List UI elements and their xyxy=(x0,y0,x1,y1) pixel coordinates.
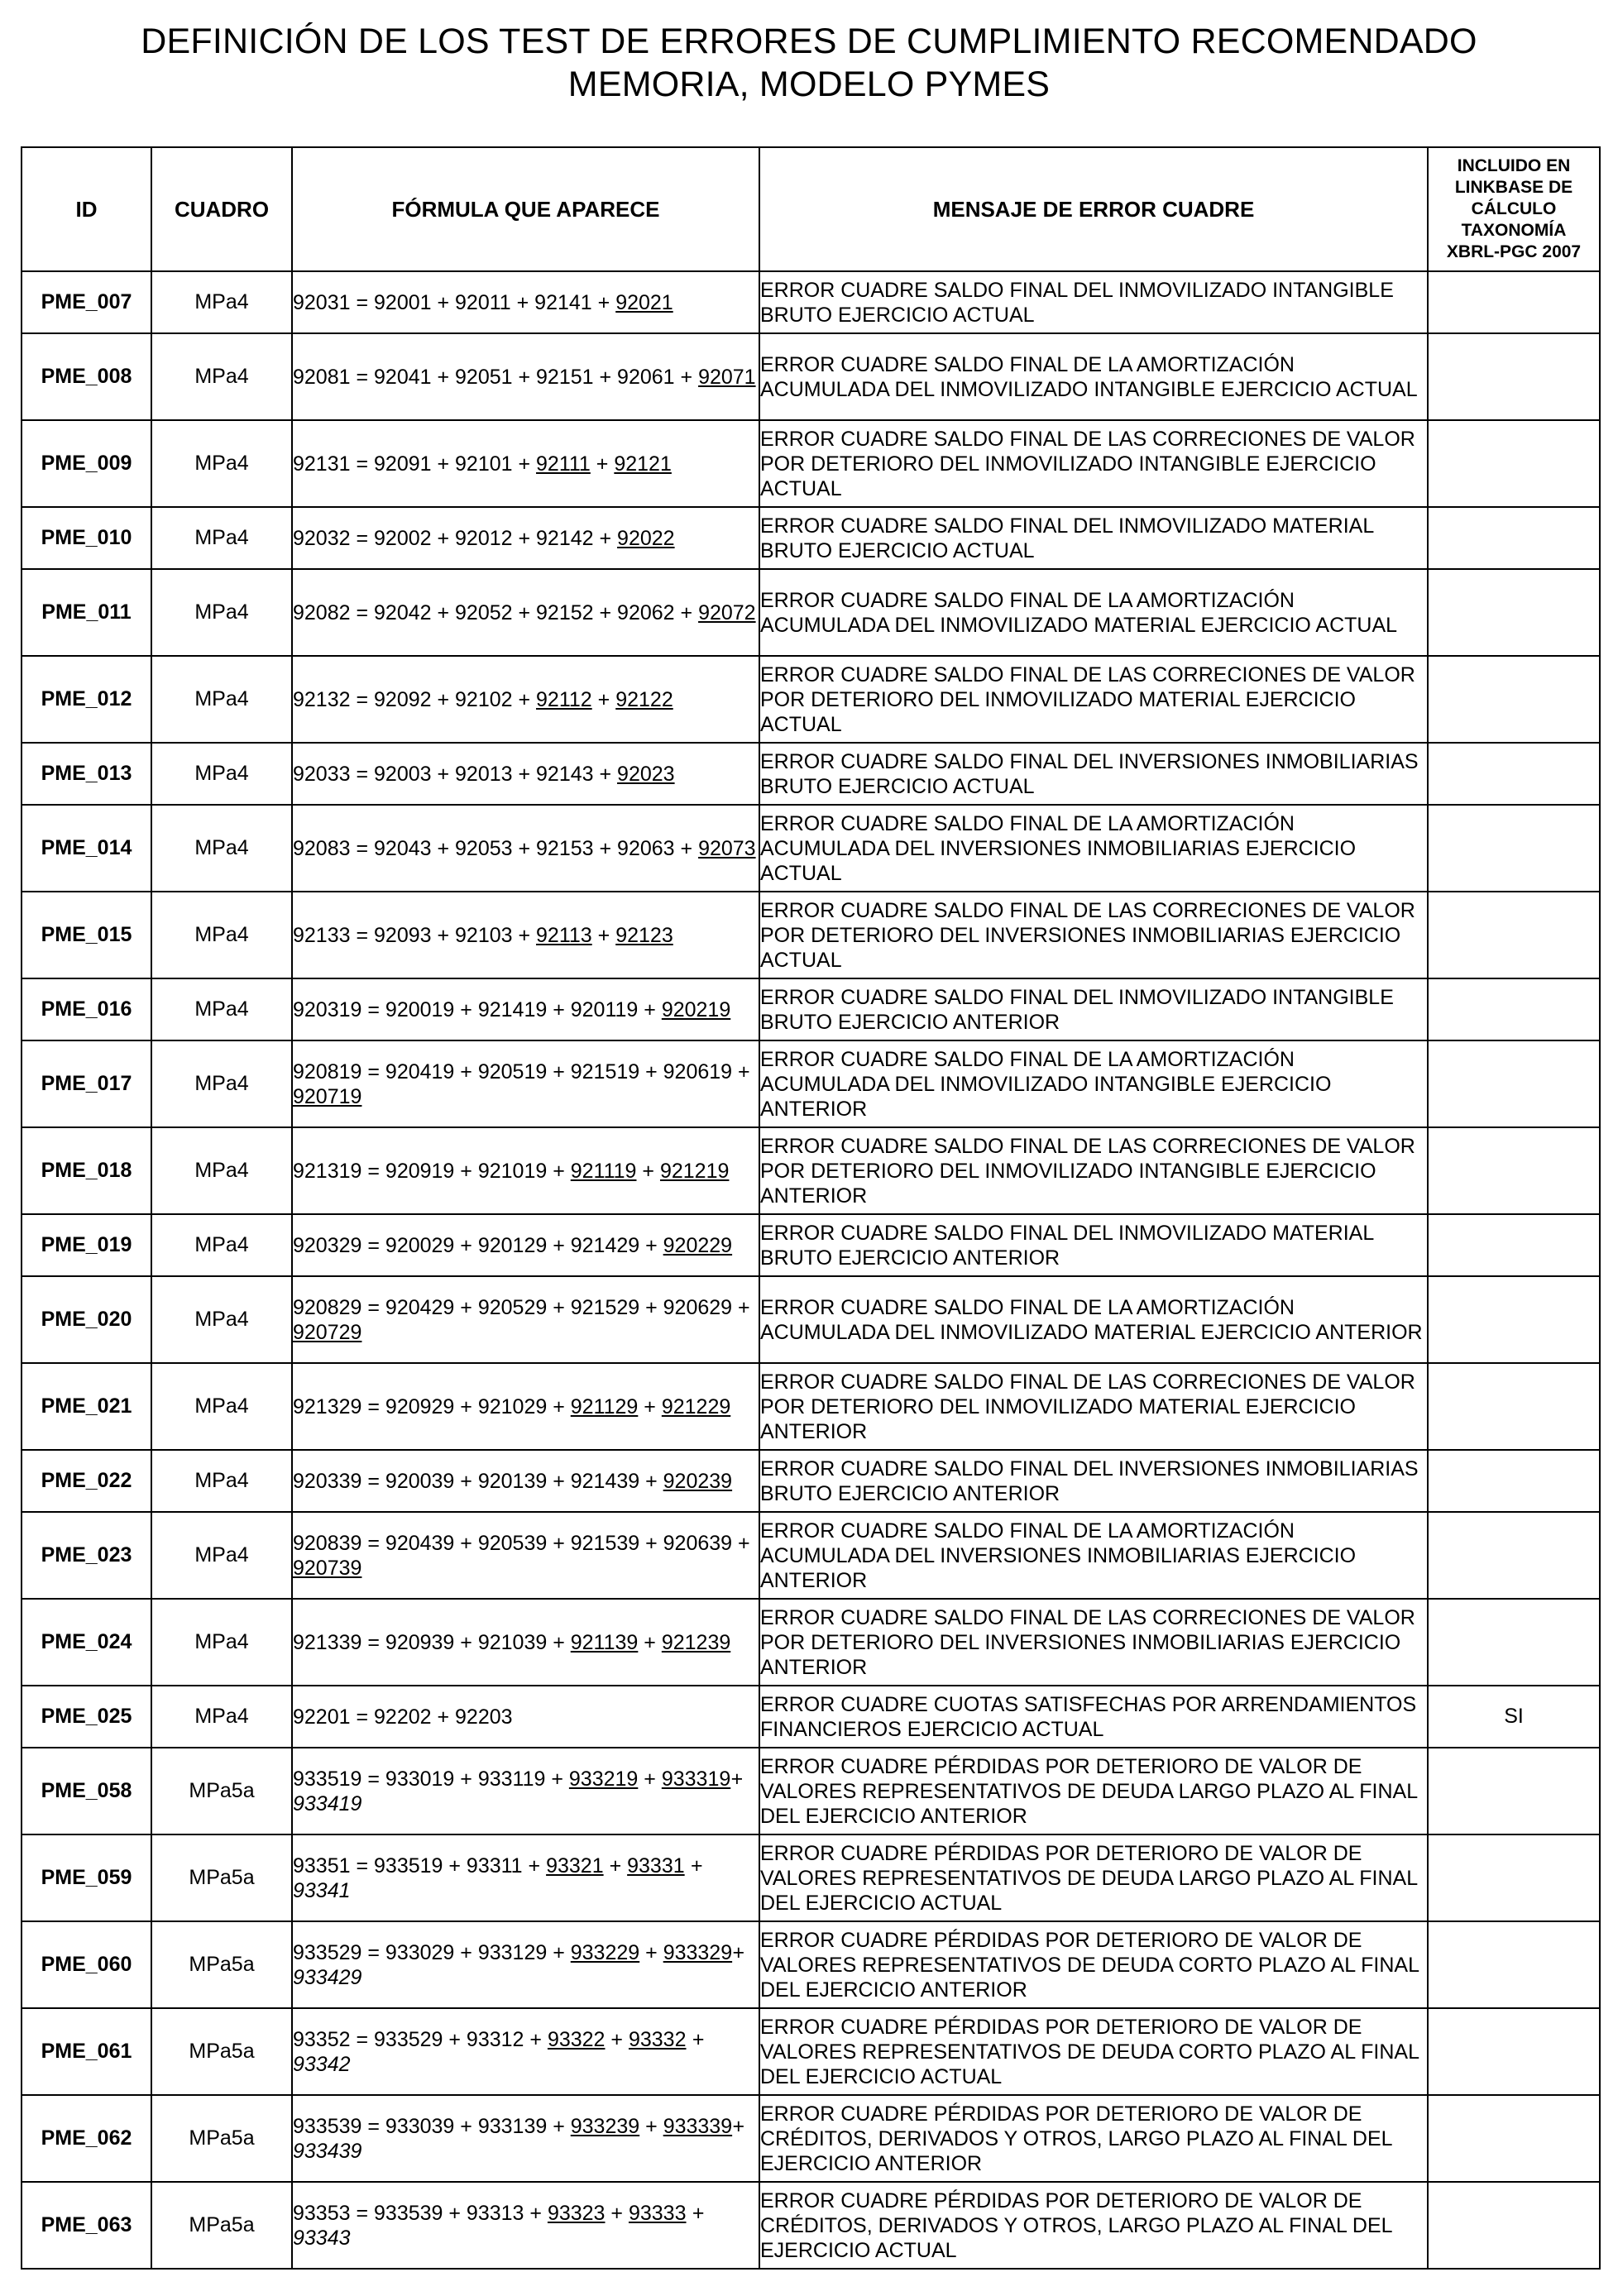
row-cuadro: MPa5a xyxy=(151,2182,292,2269)
row-cuadro: MPa4 xyxy=(151,1127,292,1214)
row-mensaje: ERROR CUADRE SALDO FINAL DEL INMOVILIZADO MATERIAL BRUTO EJERCICIO ANTERIOR xyxy=(759,1214,1428,1276)
row-id: PME_010 xyxy=(22,507,151,569)
table-row xyxy=(22,892,1600,978)
formula-part: + xyxy=(603,1854,628,1877)
header-cuadro: CUADRO xyxy=(151,147,292,271)
formula-part: 920829 = 920429 + 920529 + 921529 + 920629 + xyxy=(293,1295,750,1319)
row-formula xyxy=(292,569,759,656)
formula-part: + xyxy=(638,1767,662,1791)
row-mensaje: ERROR CUADRE PÉRDIDAS POR DETERIORO DE VALOR DE VALORES REPRESENTATIVOS DE DEUDA LARGO PLAZO AL FINAL DEL EJERCICIO ACTUAL xyxy=(759,1834,1428,1921)
row-mensaje: ERROR CUADRE PÉRDIDAS POR DETERIORO DE VALOR DE CRÉDITOS, DERIVADOS Y OTROS, LARGO PLAZO AL FINAL DEL EJERCICIO ACTUAL xyxy=(759,2182,1428,2269)
page-title-line-2: MEMORIA, MODELO PYMES xyxy=(567,65,1051,104)
formula-part: 92131 = 92091 + 92101 + xyxy=(293,452,537,476)
row-id: PME_021 xyxy=(22,1363,151,1450)
formula-underlined-term: 933219 xyxy=(568,1767,639,1791)
row-id: PME_023 xyxy=(22,1512,151,1599)
formula-underlined-term: 93323 xyxy=(547,2201,606,2225)
row-incluido xyxy=(1428,2008,1600,2095)
formula-underlined-term: 920219 xyxy=(661,997,731,1021)
formula-part: 92032 = 92002 + 92012 + 92142 + xyxy=(293,526,618,550)
row-mensaje: ERROR CUADRE SALDO FINAL DE LA AMORTIZACIÓN ACUMULADA DEL INMOVILIZADO INTANGIBLE EJERCICIO ANTERIOR xyxy=(759,1040,1428,1127)
formula-underlined-term: 92123 xyxy=(615,923,673,947)
formula-part: 921319 = 920919 + 921019 + xyxy=(293,1159,571,1183)
row-formula xyxy=(292,507,759,569)
header-formula: FÓRMULA QUE APARECE xyxy=(292,147,759,271)
formula-italic-term: + 933419 xyxy=(293,1767,743,1815)
row-mensaje: ERROR CUADRE SALDO FINAL DE LA AMORTIZACIÓN ACUMULADA DEL INVERSIONES INMOBILIARIAS EJERCICIO ANTERIOR xyxy=(759,1512,1428,1599)
formula-part: 920329 = 920029 + 920129 + 921429 + xyxy=(293,1233,663,1257)
row-incluido xyxy=(1428,1512,1600,1599)
table-row xyxy=(22,1040,1600,1127)
formula-part: 92033 = 92003 + 92013 + 92143 + xyxy=(293,762,618,786)
row-mensaje: ERROR CUADRE SALDO FINAL DEL INVERSIONES INMOBILIARIAS BRUTO EJERCICIO ACTUAL xyxy=(759,743,1428,805)
formula-underlined-term: 933339 xyxy=(663,2114,733,2138)
table-body xyxy=(22,271,1600,2269)
table-row xyxy=(22,420,1600,507)
table-row xyxy=(22,1921,1600,2008)
row-incluido xyxy=(1428,333,1600,420)
row-id: PME_020 xyxy=(22,1276,151,1363)
formula-underlined-term: 92112 xyxy=(536,687,592,711)
formula-underlined-term: 93332 xyxy=(628,2027,687,2051)
row-cuadro: MPa4 xyxy=(151,978,292,1040)
row-id: PME_061 xyxy=(22,2008,151,2095)
header-mensaje: MENSAJE DE ERROR CUADRE xyxy=(759,147,1428,271)
row-id: PME_022 xyxy=(22,1450,151,1512)
formula-underlined-term: 933239 xyxy=(570,2114,640,2138)
table-row xyxy=(22,656,1600,743)
row-id: PME_008 xyxy=(22,333,151,420)
formula-part: 920839 = 920439 + 920539 + 921539 + 920639 + xyxy=(293,1531,750,1555)
row-formula xyxy=(292,420,759,507)
formula-underlined-term: 921239 xyxy=(661,1630,731,1654)
table-row xyxy=(22,1276,1600,1363)
formula-part: 921339 = 920939 + 921039 + xyxy=(293,1630,571,1654)
row-formula xyxy=(292,1834,759,1921)
row-incluido: SI xyxy=(1428,1686,1600,1748)
row-formula xyxy=(292,2095,759,2182)
formula-italic-term: + 93343 xyxy=(293,2201,705,2250)
formula-part: 93351 = 933519 + 93311 + xyxy=(293,1854,547,1877)
row-incluido xyxy=(1428,1450,1600,1512)
row-cuadro: MPa4 xyxy=(151,507,292,569)
row-mensaje: ERROR CUADRE SALDO FINAL DE LA AMORTIZACIÓN ACUMULADA DEL INMOVILIZADO MATERIAL EJERCICIO ACTUAL xyxy=(759,569,1428,656)
formula-underlined-term: 93331 xyxy=(627,1854,685,1877)
row-formula xyxy=(292,1450,759,1512)
row-mensaje: ERROR CUADRE SALDO FINAL DEL INVERSIONES INMOBILIARIAS BRUTO EJERCICIO ANTERIOR xyxy=(759,1450,1428,1512)
formula-italic-term: + 933439 xyxy=(293,2114,744,2163)
formula-underlined-term: 92072 xyxy=(698,600,756,624)
row-id: PME_017 xyxy=(22,1040,151,1127)
table-row xyxy=(22,1748,1600,1834)
formula-part: + xyxy=(636,1159,660,1183)
row-id: PME_018 xyxy=(22,1127,151,1214)
row-id: PME_063 xyxy=(22,2182,151,2269)
row-incluido xyxy=(1428,805,1600,892)
formula-underlined-term: 933229 xyxy=(570,1940,640,1964)
formula-part: 93353 = 933539 + 93313 + xyxy=(293,2201,548,2225)
error-tests-table xyxy=(21,146,1601,2270)
row-id: PME_062 xyxy=(22,2095,151,2182)
table-row xyxy=(22,1686,1600,1748)
row-cuadro: MPa5a xyxy=(151,2095,292,2182)
table-row xyxy=(22,1834,1600,1921)
formula-underlined-term: 920239 xyxy=(663,1469,733,1493)
page-title-line-1: DEFINICIÓN DE LOS TEST DE ERRORES DE CUMPLIMIENTO RECOMENDADO xyxy=(141,22,1477,61)
row-mensaje: ERROR CUADRE SALDO FINAL DEL INMOVILIZADO INTANGIBLE BRUTO EJERCICIO ANTERIOR xyxy=(759,978,1428,1040)
row-incluido xyxy=(1428,507,1600,569)
row-cuadro: MPa4 xyxy=(151,1276,292,1363)
row-formula xyxy=(292,805,759,892)
formula-part: + xyxy=(591,923,616,947)
row-mensaje: ERROR CUADRE PÉRDIDAS POR DETERIORO DE VALOR DE VALORES REPRESENTATIVOS DE DEUDA LARGO PLAZO AL FINAL DEL EJERCICIO ANTERIOR xyxy=(759,1748,1428,1834)
formula-underlined-term: 92122 xyxy=(615,687,673,711)
row-cuadro: MPa4 xyxy=(151,1450,292,1512)
table-row xyxy=(22,743,1600,805)
row-formula xyxy=(292,1127,759,1214)
row-id: PME_015 xyxy=(22,892,151,978)
row-formula xyxy=(292,656,759,743)
table-row xyxy=(22,2095,1600,2182)
row-cuadro: MPa5a xyxy=(151,2008,292,2095)
row-cuadro: MPa4 xyxy=(151,1599,292,1686)
formula-underlined-term: 92022 xyxy=(617,526,675,550)
formula-underlined-term: 92073 xyxy=(698,836,756,860)
formula-part: + xyxy=(639,1940,663,1964)
row-incluido xyxy=(1428,1363,1600,1450)
formula-underlined-term: 920719 xyxy=(293,1084,362,1108)
row-cuadro: MPa4 xyxy=(151,569,292,656)
formula-underlined-term: 93322 xyxy=(547,2027,606,2051)
row-incluido xyxy=(1428,1276,1600,1363)
row-mensaje: ERROR CUADRE CUOTAS SATISFECHAS POR ARRENDAMIENTOS FINANCIEROS EJERCICIO ACTUAL xyxy=(759,1686,1428,1748)
formula-underlined-term: 92121 xyxy=(614,452,672,476)
row-id: PME_011 xyxy=(22,569,151,656)
row-incluido xyxy=(1428,1599,1600,1686)
row-mensaje: ERROR CUADRE SALDO FINAL DE LAS CORRECIONES DE VALOR POR DETERIORO DEL INMOVILIZADO INTANGIBLE EJERCICIO ANTERIOR xyxy=(759,1127,1428,1214)
formula-underlined-term: 920229 xyxy=(663,1233,733,1257)
table-row xyxy=(22,1127,1600,1214)
row-incluido xyxy=(1428,271,1600,333)
row-mensaje: ERROR CUADRE SALDO FINAL DEL INMOVILIZADO MATERIAL BRUTO EJERCICIO ACTUAL xyxy=(759,507,1428,569)
row-incluido xyxy=(1428,1921,1600,2008)
row-cuadro: MPa4 xyxy=(151,1686,292,1748)
row-formula xyxy=(292,333,759,420)
formula-underlined-term: 920739 xyxy=(293,1556,362,1580)
row-formula xyxy=(292,1748,759,1834)
row-id: PME_013 xyxy=(22,743,151,805)
row-incluido xyxy=(1428,656,1600,743)
row-cuadro: MPa4 xyxy=(151,420,292,507)
formula-underlined-term: 921229 xyxy=(661,1394,731,1418)
row-incluido xyxy=(1428,978,1600,1040)
formula-part: 92031 = 92001 + 92011 + 92141 + xyxy=(293,290,616,314)
row-incluido xyxy=(1428,743,1600,805)
row-incluido xyxy=(1428,892,1600,978)
row-cuadro: MPa4 xyxy=(151,743,292,805)
formula-underlined-term: 92111 xyxy=(536,452,591,476)
row-cuadro: MPa4 xyxy=(151,1512,292,1599)
formula-part: + xyxy=(605,2027,629,2051)
row-formula xyxy=(292,892,759,978)
table-row xyxy=(22,507,1600,569)
row-formula xyxy=(292,2182,759,2269)
row-mensaje: ERROR CUADRE SALDO FINAL DE LA AMORTIZACIÓN ACUMULADA DEL INMOVILIZADO INTANGIBLE EJERCICIO ACTUAL xyxy=(759,333,1428,420)
formula-underlined-term: 933329 xyxy=(663,1940,733,1964)
row-incluido xyxy=(1428,1214,1600,1276)
formula-underlined-term: 920729 xyxy=(293,1320,362,1344)
formula-underlined-term: 92021 xyxy=(615,290,673,314)
row-mensaje: ERROR CUADRE SALDO FINAL DE LAS CORRECIONES DE VALOR POR DETERIORO DEL INMOVILIZADO MATERIAL EJERCICIO ACTUAL xyxy=(759,656,1428,743)
table-row xyxy=(22,1599,1600,1686)
table-row xyxy=(22,2008,1600,2095)
row-formula xyxy=(292,1512,759,1599)
formula-part: 92201 = 92202 + 92203 xyxy=(293,1705,513,1729)
row-id: PME_024 xyxy=(22,1599,151,1686)
row-formula xyxy=(292,2008,759,2095)
row-mensaje: ERROR CUADRE SALDO FINAL DE LAS CORRECIONES DE VALOR POR DETERIORO DEL INMOVILIZADO INTANGIBLE EJERCICIO ACTUAL xyxy=(759,420,1428,507)
table-row xyxy=(22,1363,1600,1450)
formula-part: + xyxy=(639,2114,663,2138)
formula-underlined-term: 921219 xyxy=(659,1159,730,1183)
formula-part: 933539 = 933039 + 933139 + xyxy=(293,2114,571,2138)
row-mensaje: ERROR CUADRE SALDO FINAL DEL INMOVILIZADO INTANGIBLE BRUTO EJERCICIO ACTUAL xyxy=(759,271,1428,333)
table-row xyxy=(22,333,1600,420)
formula-part: + xyxy=(591,687,616,711)
row-incluido xyxy=(1428,420,1600,507)
row-formula xyxy=(292,1599,759,1686)
row-id: PME_014 xyxy=(22,805,151,892)
row-cuadro: MPa4 xyxy=(151,805,292,892)
row-id: PME_007 xyxy=(22,271,151,333)
table-row xyxy=(22,1214,1600,1276)
formula-part: + xyxy=(590,452,615,476)
row-id: PME_025 xyxy=(22,1686,151,1748)
row-cuadro: MPa4 xyxy=(151,892,292,978)
row-formula xyxy=(292,743,759,805)
formula-underlined-term: 93321 xyxy=(546,1854,604,1877)
row-incluido xyxy=(1428,2182,1600,2269)
header-id: ID xyxy=(22,147,151,271)
formula-underlined-term: 92071 xyxy=(698,365,756,389)
table-row xyxy=(22,271,1600,333)
formula-part: 921329 = 920929 + 921029 + xyxy=(293,1394,571,1418)
formula-underlined-term: 92113 xyxy=(536,923,592,947)
formula-part: 933519 = 933019 + 933119 + xyxy=(293,1767,569,1791)
formula-part: 933529 = 933029 + 933129 + xyxy=(293,1940,571,1964)
row-mensaje: ERROR CUADRE PÉRDIDAS POR DETERIORO DE VALOR DE CRÉDITOS, DERIVADOS Y OTROS, LARGO PLAZO AL FINAL DEL EJERCICIO ANTERIOR xyxy=(759,2095,1428,2182)
row-cuadro: MPa4 xyxy=(151,1363,292,1450)
table-row xyxy=(22,805,1600,892)
row-formula xyxy=(292,1276,759,1363)
row-cuadro: MPa5a xyxy=(151,1921,292,2008)
table-row xyxy=(22,1450,1600,1512)
row-mensaje: ERROR CUADRE SALDO FINAL DE LAS CORRECIONES DE VALOR POR DETERIORO DEL INVERSIONES INMOBILIARIAS EJERCICIO ACTUAL xyxy=(759,892,1428,978)
row-cuadro: MPa4 xyxy=(151,1214,292,1276)
formula-underlined-term: 921139 xyxy=(570,1630,639,1654)
row-formula xyxy=(292,1040,759,1127)
row-id: PME_060 xyxy=(22,1921,151,2008)
row-incluido xyxy=(1428,1748,1600,1834)
formula-part: 92082 = 92042 + 92052 + 92152 + 92062 + xyxy=(293,600,699,624)
formula-part: 920319 = 920019 + 921419 + 920119 + xyxy=(293,997,662,1021)
formula-part: 93352 = 933529 + 93312 + xyxy=(293,2027,548,2051)
formula-part: 92133 = 92093 + 92103 + xyxy=(293,923,537,947)
row-formula xyxy=(292,978,759,1040)
formula-part: 92132 = 92092 + 92102 + xyxy=(293,687,537,711)
row-incluido xyxy=(1428,2095,1600,2182)
row-formula xyxy=(292,271,759,333)
row-mensaje: ERROR CUADRE SALDO FINAL DE LAS CORRECIONES DE VALOR POR DETERIORO DEL INVERSIONES INMOBILIARIAS EJERCICIO ANTERIOR xyxy=(759,1599,1428,1686)
row-mensaje: ERROR CUADRE PÉRDIDAS POR DETERIORO DE VALOR DE VALORES REPRESENTATIVOS DE DEUDA CORTO PLAZO AL FINAL DEL EJERCICIO ANTERIOR xyxy=(759,1921,1428,2008)
formula-italic-term: + 93342 xyxy=(293,2027,705,2076)
formula-underlined-term: 93333 xyxy=(628,2201,687,2225)
formula-underlined-term: 933319 xyxy=(661,1767,731,1791)
formula-underlined-term: 92023 xyxy=(617,762,675,786)
formula-underlined-term: 921129 xyxy=(570,1394,639,1418)
row-cuadro: MPa5a xyxy=(151,1748,292,1834)
row-cuadro: MPa4 xyxy=(151,333,292,420)
row-cuadro: MPa4 xyxy=(151,656,292,743)
header-incluido: INCLUIDO EN LINKBASE DE CÁLCULO TAXONOMÍA XBRL-PGC 2007 xyxy=(1428,147,1600,271)
row-id: PME_019 xyxy=(22,1214,151,1276)
formula-part: 92083 = 92043 + 92053 + 92153 + 92063 + xyxy=(293,836,699,860)
table-row xyxy=(22,1512,1600,1599)
row-incluido xyxy=(1428,569,1600,656)
row-mensaje: ERROR CUADRE SALDO FINAL DE LA AMORTIZACIÓN ACUMULADA DEL INMOVILIZADO MATERIAL EJERCICIO ANTERIOR xyxy=(759,1276,1428,1363)
formula-underlined-term: 921119 xyxy=(570,1159,637,1183)
table-row xyxy=(22,978,1600,1040)
row-id: PME_058 xyxy=(22,1748,151,1834)
row-formula xyxy=(292,1686,759,1748)
formula-part: 920339 = 920039 + 920139 + 921439 + xyxy=(293,1469,663,1493)
formula-italic-term: + 933429 xyxy=(293,1940,744,1989)
row-formula xyxy=(292,1921,759,2008)
formula-part: + xyxy=(638,1630,662,1654)
row-cuadro: MPa4 xyxy=(151,271,292,333)
row-formula xyxy=(292,1363,759,1450)
formula-part: 920819 = 920419 + 920519 + 921519 + 920619 + xyxy=(293,1060,750,1083)
row-id: PME_009 xyxy=(22,420,151,507)
row-cuadro: MPa5a xyxy=(151,1834,292,1921)
formula-italic-term: + 93341 xyxy=(293,1854,703,1902)
row-incluido xyxy=(1428,1127,1600,1214)
row-cuadro: MPa4 xyxy=(151,1040,292,1127)
formula-part: + xyxy=(638,1394,662,1418)
row-incluido xyxy=(1428,1834,1600,1921)
formula-part: 92081 = 92041 + 92051 + 92151 + 92061 + xyxy=(293,365,699,389)
formula-part: + xyxy=(605,2201,629,2225)
table-header-row xyxy=(22,147,1600,271)
table-row xyxy=(22,2182,1600,2269)
row-mensaje: ERROR CUADRE SALDO FINAL DE LA AMORTIZACIÓN ACUMULADA DEL INVERSIONES INMOBILIARIAS EJERCICIO ACTUAL xyxy=(759,805,1428,892)
row-mensaje: ERROR CUADRE PÉRDIDAS POR DETERIORO DE VALOR DE VALORES REPRESENTATIVOS DE DEUDA CORTO PLAZO AL FINAL DEL EJERCICIO ACTUAL xyxy=(759,2008,1428,2095)
table-row xyxy=(22,569,1600,656)
row-incluido xyxy=(1428,1040,1600,1127)
row-id: PME_016 xyxy=(22,978,151,1040)
row-id: PME_012 xyxy=(22,656,151,743)
row-id: PME_059 xyxy=(22,1834,151,1921)
row-formula xyxy=(292,1214,759,1276)
row-mensaje: ERROR CUADRE SALDO FINAL DE LAS CORRECIONES DE VALOR POR DETERIORO DEL INMOVILIZADO MATERIAL EJERCICIO ANTERIOR xyxy=(759,1363,1428,1450)
page-title xyxy=(0,20,1618,106)
